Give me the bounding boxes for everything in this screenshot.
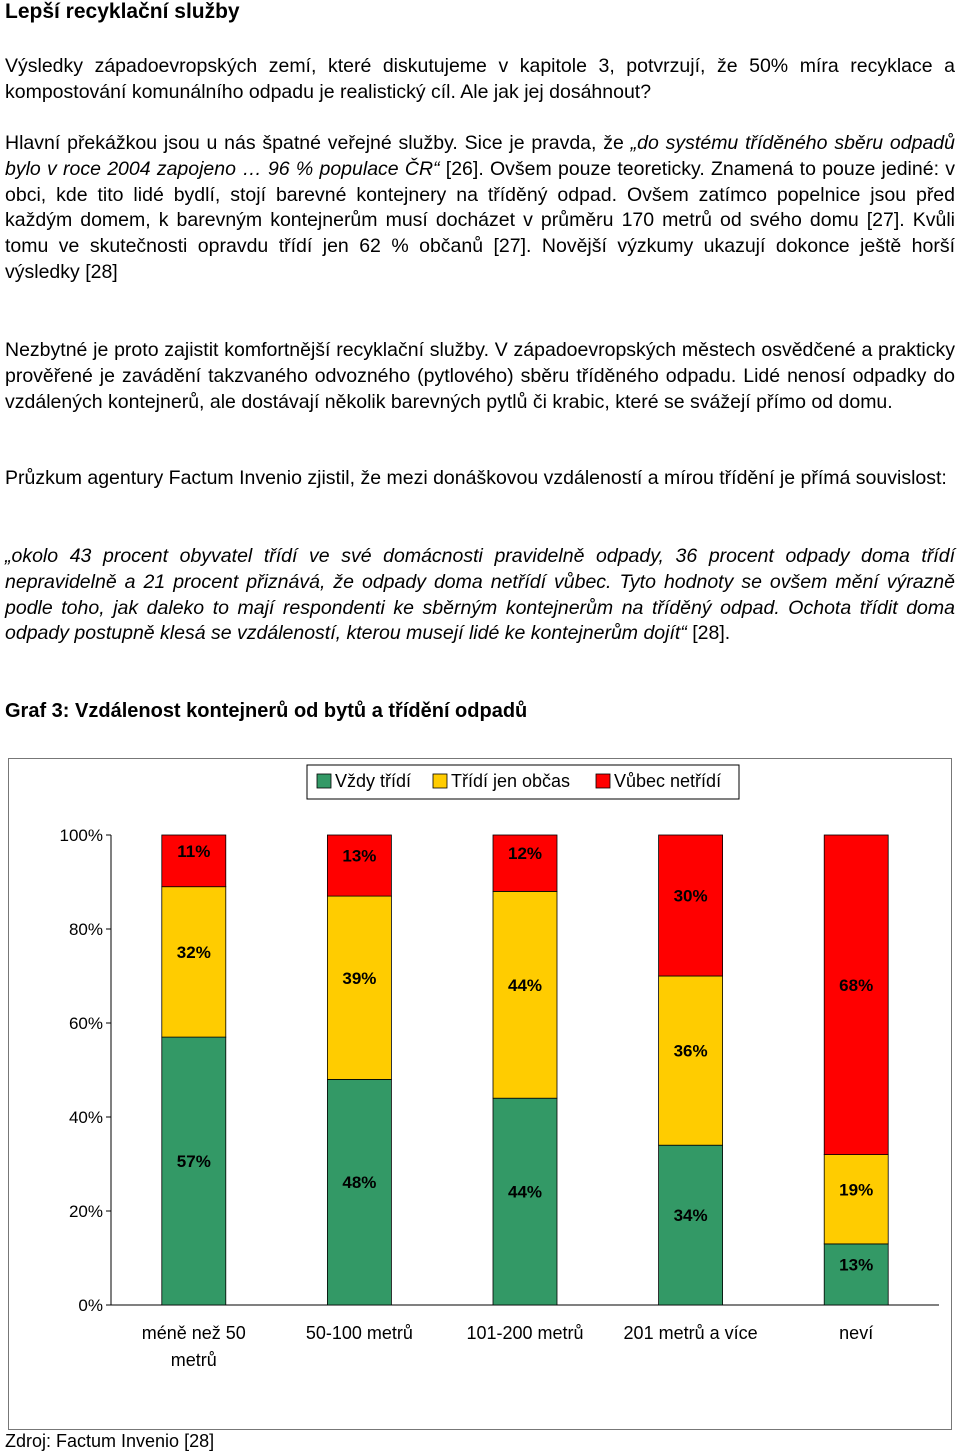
chart-title: Graf 3: Vzdálenost kontejnerů od bytů a třídění odpadů <box>5 700 528 722</box>
legend-label-3: Vůbec netřídí <box>614 771 722 791</box>
data-label: 19% <box>839 1180 874 1200</box>
data-label: 11% <box>177 841 211 861</box>
paragraph-2 <box>5 131 955 286</box>
x-tick-label: 201 metrů a více <box>623 1323 758 1343</box>
y-tick-label: 0% <box>78 1296 103 1315</box>
data-label: 68% <box>839 975 874 995</box>
y-tick-label: 20% <box>68 1202 103 1221</box>
y-tick-label: 80% <box>68 920 103 939</box>
legend-label-1: Vždy třídí <box>335 771 412 791</box>
x-tick-label: méně než 50 <box>141 1323 246 1343</box>
data-label: 39% <box>342 968 377 988</box>
bar-segment <box>824 1155 888 1244</box>
data-label: 13% <box>839 1255 874 1275</box>
paragraph-5-ref: [28]. <box>686 622 731 645</box>
legend-swatch-1 <box>317 774 331 788</box>
y-tick-label: 60% <box>68 1014 103 1033</box>
y-tick-label: 40% <box>68 1108 103 1127</box>
x-tick-label: 50-100 metrů <box>305 1323 413 1343</box>
data-label: 57% <box>176 1152 211 1172</box>
data-label: 12% <box>507 844 543 864</box>
y-tick-label: 100% <box>59 826 103 845</box>
chart-legend <box>307 765 739 799</box>
legend-label-2: Třídí jen občas <box>451 771 571 791</box>
paragraph-2-rest: [26]. Ovšem pouze teoreticky. Znamená to pouze jediné: v obci, kde tito lidé bydlí, stojí barevné kontejnery na tříděný odpad. Ovšem zatímco popelnice jsou před každým domem, k barevným kontejnerům musí docházet v průměru 170 metrů od svého domu [27]. Kvůli tomu ve skutečnosti opravdu třídí jen 62 % občanů [27]. Novější výzkumy ukazují dokonce ještě horší výsledky [28] <box>5 157 955 283</box>
legend-swatch-3 <box>596 774 610 788</box>
data-label: 30% <box>673 886 708 906</box>
data-label: 44% <box>507 975 543 995</box>
source-note: Zdroj: Factum Invenio [28] <box>5 1431 215 1451</box>
x-tick-label: neví <box>839 1323 874 1343</box>
data-label: 48% <box>342 1173 377 1193</box>
data-label: 13% <box>342 846 377 866</box>
paragraph-2-quote: „do systému tříděného sběru odpadů bylo v roce 2004 zapojeno … 96 % populace ČR“ <box>5 132 955 180</box>
bar-group <box>162 835 888 1305</box>
paragraph-2-intro: Hlavní překážkou jsou u nás špatné veřejné služby. Sice je pravda, že <box>5 132 631 154</box>
x-tick-label: metrů <box>170 1350 217 1370</box>
paragraph-3: Nezbytné je proto zajistit komfortnější recyklační služby. V západoevropských městech osvědčené a prakticky prověřené je zavádění takzvaného odvozného (pytlového) sběru tříděného odpadu. Lidé nenosí odpadky do vzdálených kontejnerů, ale dostávají několik barevných pytlů či krabic, které se svážejí přímo od domu. <box>5 339 955 413</box>
data-label: 36% <box>673 1041 708 1061</box>
data-label: 32% <box>176 942 211 962</box>
legend-swatch-2 <box>433 774 447 788</box>
chart-frame <box>8 758 952 1430</box>
data-label: 44% <box>507 1182 543 1202</box>
data-label: 34% <box>673 1206 708 1226</box>
paragraph-4: Průzkum agentury Factum Invenio zjistil, že mezi donáškovou vzdáleností a mírou třídění je přímá souvislost: <box>5 467 947 489</box>
x-tick-label: 101-200 metrů <box>466 1323 584 1343</box>
paragraph-1: Výsledky západoevropských zemí, které diskutujeme v kapitole 3, potvrzují, že 50% míra recyklace a kompostování komunálního odpadu je realistický cíl. Ale jak jej dosáhnout? <box>5 55 955 103</box>
paragraph-5 <box>5 544 955 647</box>
paragraph-5-quote: „okolo 43 procent obyvatel třídí ve své domácnosti pravidelně odpady, 36 procent odpady doma třídí nepravidelně a 21 procent přiznává, že odpady doma netřídí vůbec. Tyto hodnoty se ovšem mění výrazně podle toho, jak daleko to mají respondenti ke sběrným kontejnerům na tříděný odpad. Ochota třídit doma odpady postupně klesá se vzdáleností, kterou musejí lidé ke kontejnerům dojít“ <box>5 545 955 645</box>
bar-segment <box>327 896 391 1079</box>
section-heading: Lepší recyklační služby <box>5 0 240 23</box>
stacked-bar-chart <box>9 759 951 1429</box>
x-axis-labels <box>142 1323 873 1370</box>
bar-segment <box>659 835 723 976</box>
